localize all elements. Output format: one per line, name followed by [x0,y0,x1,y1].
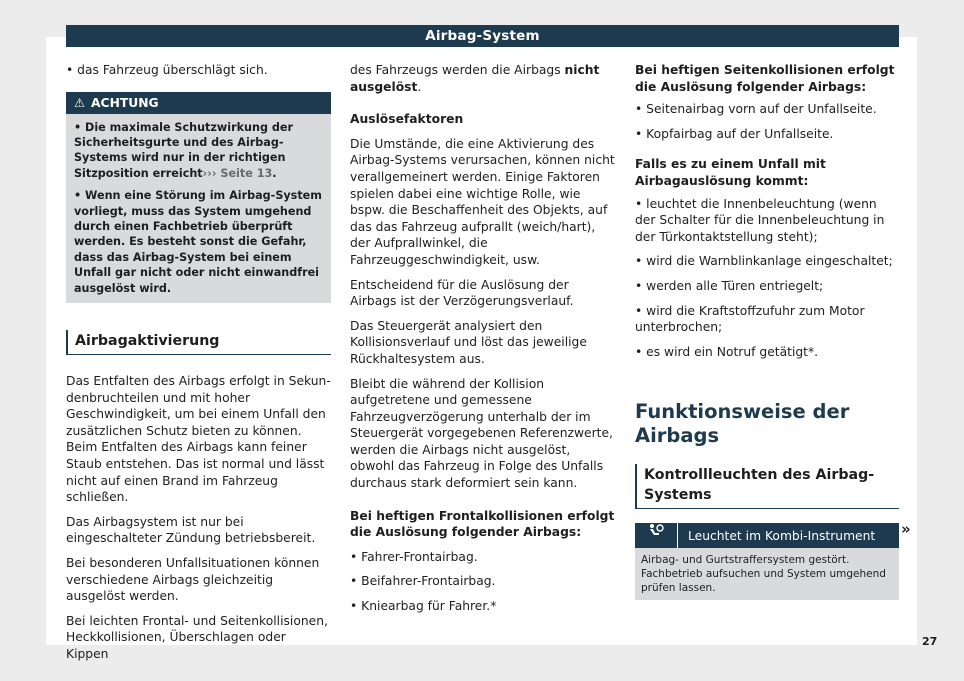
continue-arrow-icon: » [901,520,911,538]
paragraph: Bei leichten Frontal- und Seitenkollisionen, Heckkollisionen, Überschlagen oder Kippen [66,613,328,661]
list-item: • das Fahrzeug überschlägt sich. [66,62,331,79]
paragraph: Bei besonderen Unfallsituationen können verschiedene Airbags gleichzeitig ausgelöst werden. [66,556,320,604]
list-item: • Kopfairbag auf der Unfallseite. [635,126,899,143]
column-1 [66,62,331,671]
subheading-ausloesefaktoren: Auslösefaktoren [350,112,464,127]
column-2 [350,62,615,623]
paragraph: Die Umstände, die eine Aktivierung des Airbag-Systems verursachen, können nicht verallgemeinert werden. Einige Faktoren spielen dabei eine wichtige Rolle, wie bspw. die Beschaffenheit des Objekts, auf das das Fahrzeug aufprallt (weich/hart), der Aufprallwinkel, die Fahrzeuggeschwindigkeit, usw. [350,136,615,267]
indicator-lamp-description: Airbag- und Gurtstraffersystem gestört. Fachbetrieb aufsuchen und System umgehend prüfen lassen. [635,548,899,600]
paragraph: Bleibt die während der Kollision aufgetretene und gemessene Fahrzeugverzögerung unterhalb der im Steuergerät vorgegebenen Referenzwerte, werden die Airbags nicht ausgelöst, obwohl das Fahrzeug in Folge des Unfalls durchaus stark deformiert sein kann. [350,376,613,491]
warning-title [74,94,159,112]
list-item: • wird die Warnblinkanlage eingeschaltet; [635,253,899,270]
warning-box [66,92,331,303]
subheading-seitenkollisionen: Bei heftigen Seitenkollisionen erfolgt die Auslösung folgender Airbags: [635,63,895,94]
list-item: • es wird ein Notruf getätigt*. [635,344,899,361]
list-item: • leuchtet die Innenbeleuchtung (wenn der Schalter für die Innenbeleuchtung in der Türkontaktstellung steht); [635,196,899,246]
paragraph: Entscheidend für die Auslösung der Airbags ist der Verzögerungsverlauf. [350,277,574,309]
airbag-seat-icon [647,523,665,539]
warning-paragraph-1: • Die maximale Schutzwirkung der Sicherheitsgurte und des Airbag-Systems wird nur in der richtigen Sitzposition erreicht››› Seite 13. [74,120,293,180]
page-reference-link[interactable]: ››› Seite 13 [202,166,273,180]
list-item: • Fahrer-Frontairbag. [350,549,615,566]
indicator-lamp-title: Leuchtet im Kombi-Instrument [688,528,876,543]
paragraph-intro: des Fahrzeugs werden die Airbags nicht ausgelöst. [350,63,600,94]
paragraph: Das Airbagsystem ist nur bei eingeschalteter Zündung betriebsbereit. [66,514,316,546]
list-item: • wird die Kraftstoffzufuhr zum Motor unterbrochen; [635,303,899,336]
warning-triangle-icon: ⚠ [74,95,86,110]
page-number: 27 [922,635,938,648]
indicator-lamp-header [635,523,899,548]
chapter-title: Funktionsweise der Airbags [635,400,850,448]
page-header-title: Airbag-System [66,25,899,47]
list-item: • Seitenairbag vorn auf der Unfallseite. [635,101,899,118]
warning-title-text: ACHTUNG [91,95,159,110]
list-item: • werden alle Türen entriegelt; [635,278,899,295]
paragraph: Das Entfalten des Airbags erfolgt in Sekundenbruchteilen und mit hoher Geschwindigkeit, um bei einem Unfall den zusätzlichen Schutz bieten zu können. Beim Entfalten des Airbags kann feiner Staub entstehen. Das ist normal und lässt nicht auf einen Brand im Fahrzeug schließen. [66,374,331,505]
section-title-kontrollleuchten: Kontrollleuchten des Airbag-Systems [635,464,899,509]
list-item: • Kniearbag für Fahrer.* [350,598,615,615]
paragraph: Das Steuergerät analysiert den Kollisionsverlauf und löst das jeweilige Rückhaltesystem aus. [350,318,587,366]
airbag-warning-light-icon [635,523,678,548]
section-title-airbagaktivierung: Airbagaktivierung [66,330,331,355]
column-3 [635,62,899,600]
list-item: • Beifahrer-Frontairbag. [350,573,615,590]
warning-paragraph-2: • Wenn eine Störung im Airbag-System vorliegt, muss das System umgehend durch einen Fachbetrieb überprüft werden. Es besteht sonst die Gefahr, dass das Airbag-System bei einem Unfall gar nicht oder nicht einwandfrei ausgelöst wird. [74,189,322,295]
subheading-frontalkollisionen: Bei heftigen Frontalkollisionen erfolgt die Auslösung folgender Airbags: [350,508,615,540]
subheading-unfall: Falls es zu einem Unfall mit Airbagauslösung kommt: [635,157,826,188]
